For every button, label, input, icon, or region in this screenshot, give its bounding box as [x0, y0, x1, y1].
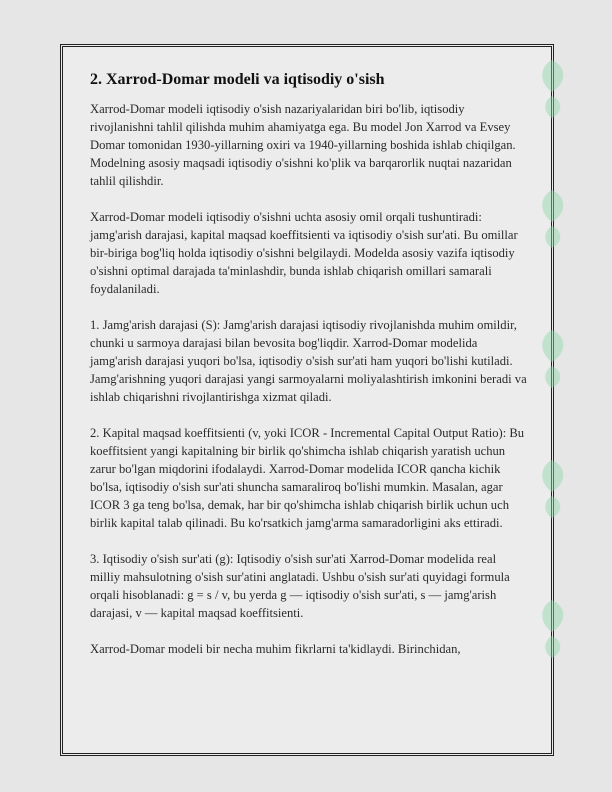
- section-title: 2. Xarrod-Domar modeli va iqtisodiy o'sish: [90, 71, 385, 88]
- paragraph-savings-rate: 1. Jamg'arish darajasi (S): Jamg'arish darajasi iqtisodiy rivojlanishda muhim omildir, chunki u sarmoya darajasi bilan bevosita bog'liqdir. Xarrod-Domar modelida jamg'arish darajasi yuqori bo'lsa, iqtisodiy o'sish sur'ati ham yuqori bo'lishi kutiladi. Jamg'arishning yuqori darajasi yangi sarmoyalarni moliyalashtirish imkonini beradi va ishlab chiqarishni rivojlantirishga xizmat qiladi.: [90, 318, 527, 404]
- paragraph-icor: 2. Kapital maqsad koeffitsienti (v, yoki ICOR - Incremental Capital Output Ratio): Bu koeffitsient yangi kapitalning bir birlik qo'shimcha ishlab chiqarish yaratish uchun zarur bo'lgan miqdorini ifodalaydi. Xarrod-Domar modelida ICOR qancha kichik bo'lsa, iqtisodiy o'sish sur'ati shuncha samaraliroq bo'lishi mumkin. Masalan, agar ICOR 3 ga teng bo'lsa, demak, har bir qo'shimcha ishlab chiqarish birlik uchun uch birlik kapital talab qilinadi. Bu ko'rsatkich jamg'arma samaradorligini aks ettiradi.: [90, 426, 525, 530]
- paragraph-growth-rate: 3. Iqtisodiy o'sish sur'ati (g): Iqtisodiy o'sish sur'ati Xarrod-Domar modelida real milliy mahsulotning o'sish sur'atini anglatadi. Ushbu o'sish sur'ati quyidagi formula orqali hisoblanadi: g = s / v, bu yerda g — iqtisodiy o'sish sur'ati, s — jamg'arish darajasi, v — kapital maqsad koeffitsienti.: [90, 552, 510, 620]
- paragraph-intro: Xarrod-Domar modeli iqtisodiy o'sish nazariyalaridan biri bo'lib, iqtisodiy rivojlanishni tahlil qilishda muhim ahamiyatga ega. Bu model Jon Xarrod va Evsey Domar tomonidan 1930-yillarning oxiri va 1940-yillarning boshida ishlab chiqilgan. Modelning asosiy maqsadi iqtisodiy o'sishni ko'plik va barqarorlik nuqtai nazaridan tahlil qilishdir.: [90, 102, 516, 188]
- paragraph-conclusion: Xarrod-Domar modeli bir necha muhim fikrlarni ta'kidlaydi. Birinchidan,: [90, 642, 461, 656]
- paragraph-factors: Xarrod-Domar modeli iqtisodiy o'sishni uchta asosiy omil orqali tushuntiradi: jamg'arish darajasi, kapital maqsad koeffitsienti va iqtisodiy o'sish sur'ati. Bu omillar bir-biriga bog'liq holda iqtisodiy o'sishni belgilaydi. Modelda asosiy vazifa iqtisodiy o'sishni optimal darajada ta'minlashdir, bunda ishlab chiqarish omillari samarali foydalaniladi.: [90, 210, 518, 296]
- document-body: [90, 70, 528, 676]
